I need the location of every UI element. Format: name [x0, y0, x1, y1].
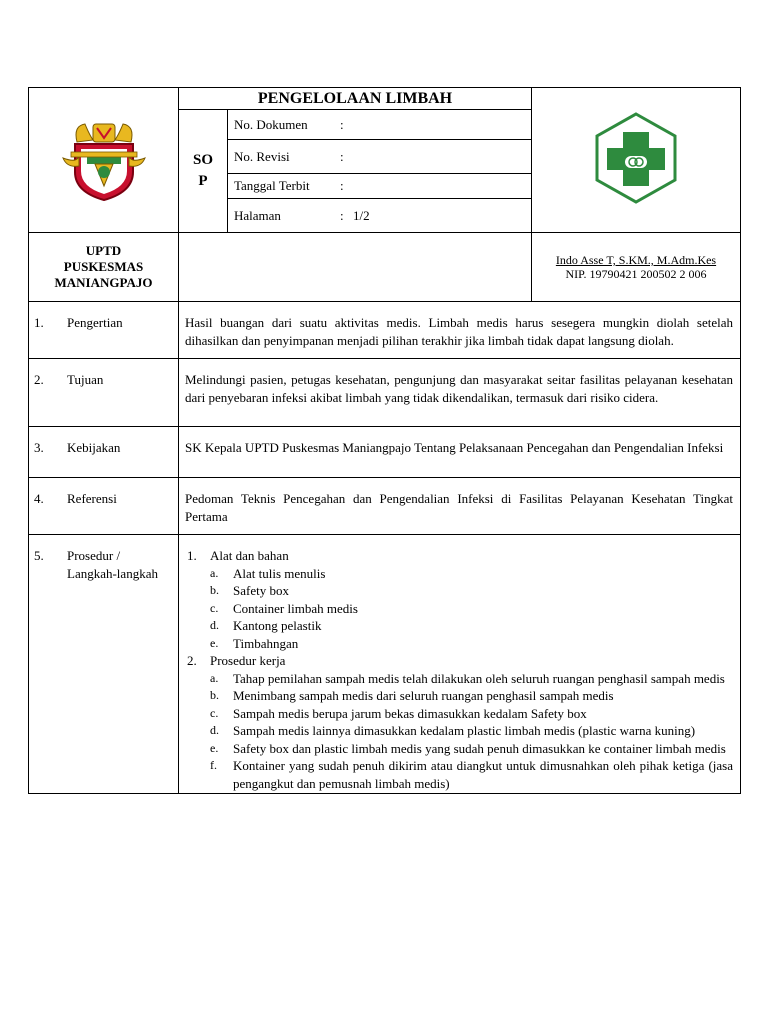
organization-name — [29, 233, 179, 302]
list-marker: e. — [210, 635, 219, 650]
list-marker: d. — [210, 723, 219, 737]
field-label: No. Dokumen — [234, 116, 308, 132]
field-label: No. Revisi — [234, 148, 290, 164]
blank-cell — [179, 233, 532, 302]
list-marker: b. — [210, 688, 219, 702]
section-row-pengertian — [29, 302, 741, 359]
signer-nip: NIP. 19790421 200502 2 006 — [565, 267, 707, 281]
org-line: MANIANGPAJO — [54, 275, 153, 290]
list-marker: f. — [210, 758, 217, 772]
list-marker: 2. — [187, 653, 197, 668]
list-item — [210, 670, 733, 688]
list-item — [210, 600, 733, 618]
section-text: Hasil buangan dari suatu aktivitas medis. Limbah medis harus sesegera mungkin diolah setelah dihasilkan dan penyimpanan menjadi pilihan terakhir jika limbah tidak dapat langsung diolah. — [179, 302, 741, 359]
section-label: Tujuan — [67, 372, 104, 387]
section-row-prosedur — [29, 535, 741, 794]
field-label: Halaman — [234, 207, 281, 223]
section-number: 1. — [34, 315, 44, 330]
list-item — [210, 565, 733, 583]
list-marker: 1. — [187, 548, 197, 563]
field-row-halaman — [228, 199, 531, 232]
section-label: Referensi — [67, 491, 117, 506]
list-item-text: Kontainer yang sudah penuh dikirim atau diangkut untuk dimusnahkan oleh pihak ketiga (jasa pengangkut dan pemusnah limbah medis) — [233, 758, 733, 791]
section-label: Kebijakan — [67, 440, 121, 455]
list-item — [210, 740, 733, 758]
puskesmas-logo-icon — [591, 112, 681, 204]
list-marker: d. — [210, 618, 219, 632]
list-item — [210, 687, 733, 705]
list-item-text: Container limbah medis — [233, 600, 358, 616]
list-marker: a. — [210, 670, 219, 685]
list-marker: b. — [210, 583, 219, 597]
section-text: Melindungi pasien, petugas kesehatan, pengunjung dan masyarakat seitar fasilitas pelayanan kesehatan dari penyebaran infeksi akibat limbah yang tidak dikendalikan, termasuk dari risiko cidera. — [179, 359, 741, 427]
section-label: Pengertian — [67, 315, 123, 330]
field-value: 1/2 — [353, 207, 370, 223]
list-item-text: Sampah medis berupa jarum bekas dimasukkan kedalam Safety box — [233, 705, 587, 721]
crest-logo-icon — [59, 114, 149, 204]
section-row-referensi — [29, 478, 741, 535]
org-line: PUSKESMAS — [63, 259, 144, 274]
signer-block — [532, 233, 741, 302]
field-row-tanggal — [228, 174, 531, 199]
document-title: PENGELOLAAN LIMBAH — [179, 88, 531, 110]
org-line: UPTD — [85, 243, 122, 258]
field-colon: : — [340, 148, 344, 164]
section-label: Langkah-langkah — [67, 565, 158, 581]
list-marker: c. — [210, 705, 219, 720]
list-item-text: Sampah medis lainnya dimasukkan kedalam plastic limbah medis (plastic warna kuning) — [233, 723, 696, 738]
list-item-text: Safety box — [233, 583, 289, 598]
left-logo-cell — [29, 88, 179, 233]
procedure-group — [185, 652, 733, 792]
procedure-body — [179, 535, 741, 794]
section-number: 5. — [34, 548, 44, 563]
field-colon: : — [340, 178, 344, 194]
procedure-list — [185, 547, 733, 792]
list-item-text: Menimbang sampah medis dari seluruh ruangan penghasil sampah medis — [233, 688, 614, 703]
field-row-dokumen — [228, 110, 531, 140]
sop-document — [28, 87, 740, 794]
list-item — [210, 757, 733, 792]
list-item — [210, 705, 733, 723]
section-text: SK Kepala UPTD Puskesmas Maniangpajo Tentang Pelaksanaan Pencegahan dan Pengendalian Infeksi — [179, 427, 741, 478]
right-logo-cell — [532, 88, 741, 233]
group-title: Prosedur kerja — [210, 653, 286, 668]
section-text: Pedoman Teknis Pencegahan dan Pengendalian Infeksi di Fasilitas Pelayanan Kesehatan Tingkat Pertama — [179, 478, 741, 535]
header-center-cell — [179, 88, 532, 233]
section-label: Prosedur / — [67, 548, 121, 563]
sub-list — [210, 670, 733, 793]
list-item-text: Safety box dan plastic limbah medis yang sudah penuh dimasukkan ke container limbah medis — [233, 740, 726, 756]
section-number: 4. — [34, 491, 44, 506]
list-marker: a. — [210, 565, 219, 580]
list-item-text: Timbahngan — [233, 635, 299, 651]
list-item — [210, 617, 733, 635]
list-item-text: Alat tulis menulis — [233, 565, 326, 581]
procedure-group — [185, 547, 733, 652]
field-row-revisi — [228, 140, 531, 174]
signer-name: Indo Asse T, S.KM., M.Adm.Kes — [555, 253, 717, 267]
field-colon: : — [340, 116, 344, 132]
list-item — [210, 722, 733, 740]
sub-list — [210, 565, 733, 653]
list-marker: e. — [210, 740, 219, 755]
group-title: Alat dan bahan — [210, 548, 289, 563]
section-number: 3. — [34, 440, 44, 455]
section-row-tujuan — [29, 359, 741, 427]
list-item-text: Kantong pelastik — [233, 618, 322, 633]
list-item — [210, 635, 733, 653]
field-colon: : — [340, 207, 344, 223]
list-item — [210, 582, 733, 600]
section-row-kebijakan — [29, 427, 741, 478]
sop-table — [28, 87, 741, 794]
list-item-text: Tahap pemilahan sampah medis telah dilakukan oleh seluruh ruangan penghasil sampah medis — [233, 670, 725, 686]
field-label: Tanggal Terbit — [234, 178, 310, 194]
list-marker: c. — [210, 600, 219, 615]
section-number: 2. — [34, 372, 44, 387]
sop-label: SO P — [192, 152, 213, 189]
